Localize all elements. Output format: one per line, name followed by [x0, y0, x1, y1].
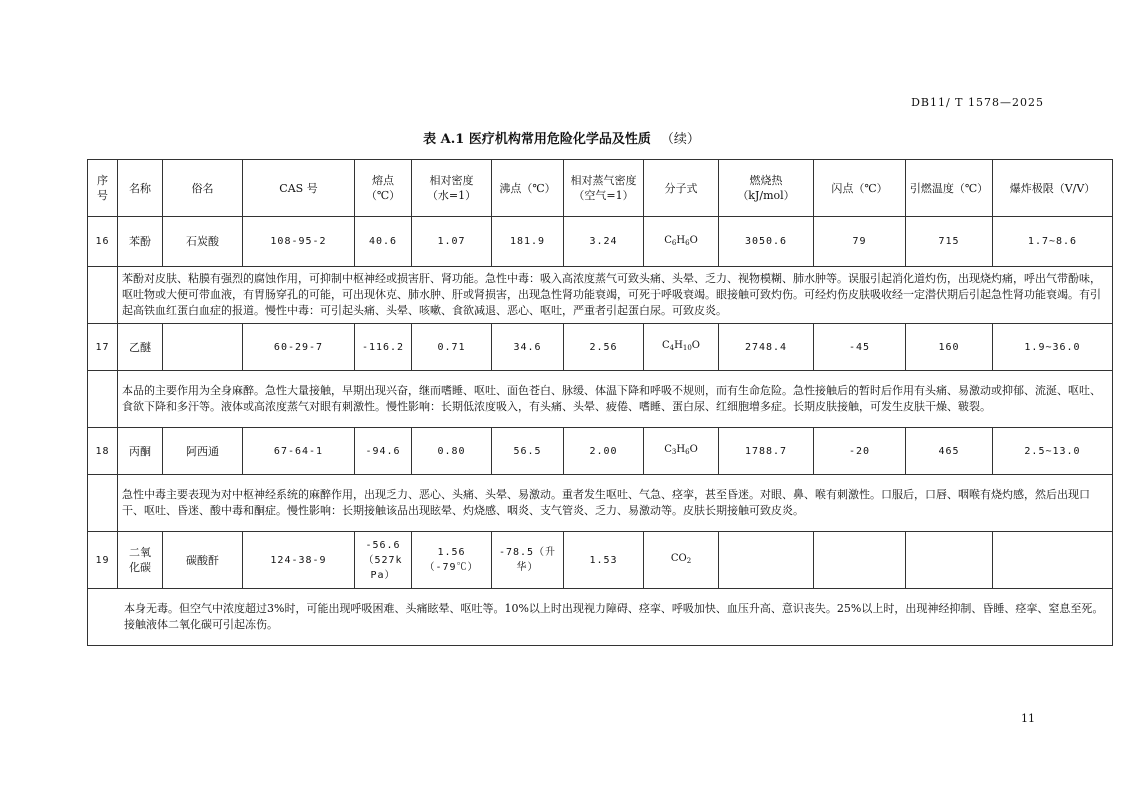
- table-title-main: 表 A.1 医疗机构常用危险化学品及性质: [423, 132, 651, 147]
- col-ignition-header: 引燃温度（℃）: [906, 160, 993, 217]
- cell-flash: -20: [814, 428, 906, 475]
- cell-formula: $CO_2$: [644, 532, 719, 589]
- cell-melting: -116.2: [355, 324, 412, 371]
- cell-melting: -94.6: [355, 428, 412, 475]
- cell-cas: 67-64-1: [243, 428, 355, 475]
- col-flash-header: 闪点（℃）: [814, 160, 906, 217]
- table-row: [88, 324, 1113, 371]
- col-formula-header: 分子式: [644, 160, 719, 217]
- cell-name: 乙醚: [118, 324, 163, 371]
- cell-cas: 124-38-9: [243, 532, 355, 589]
- cell-index: 17: [88, 324, 118, 371]
- col-heat-header: 燃烧热（kJ/mol）: [719, 160, 814, 217]
- description-row: [88, 475, 1113, 532]
- cell-formula: $C_6H_6O$: [644, 217, 719, 267]
- cell-density: 0.71: [412, 324, 492, 371]
- cell-melting: 40.6: [355, 217, 412, 267]
- cell-ignition: [906, 532, 993, 589]
- cell-boiling: -78.5（升华）: [492, 532, 564, 589]
- cell-vapor: 2.00: [564, 428, 644, 475]
- cell-explosion: [993, 532, 1113, 589]
- cell-density: 1.56（-79℃）: [412, 532, 492, 589]
- cell-name: 苯酚: [118, 217, 163, 267]
- cell-boiling: 181.9: [492, 217, 564, 267]
- col-melting-header: 熔点（℃）: [355, 160, 412, 217]
- cell-explosion: 1.7~8.6: [993, 217, 1113, 267]
- cell-explosion: 1.9~36.0: [993, 324, 1113, 371]
- cell-alias: [163, 324, 243, 371]
- standard-code: DB11/ T 1578—2025: [911, 96, 1044, 109]
- description-text: 本品的主要作用为全身麻醉。急性大量接触，早期出现兴奋，继而嗜睡、呕吐、面色苍白、脉缓、体温下降和呼吸不规则，而有生命危险。急性接触后的暂时后作用有头痛、易激动或抑郁、流涎、呕吐、食欲下降和多汗等。液体或高浓度蒸气对眼有刺激性。慢性影响：长期低浓度吸入，有头痛、头晕、疲倦、嗜睡、蛋白尿、红细胞增多症。长期皮肤接触，可发生皮肤干燥、皲裂。: [118, 371, 1113, 428]
- cell-vapor: 2.56: [564, 324, 644, 371]
- col-density-header: 相对密度（水=1）: [412, 160, 492, 217]
- col-alias-header: 俗名: [163, 160, 243, 217]
- page-number: 11: [1021, 712, 1035, 725]
- cell-index: 16: [88, 217, 118, 267]
- cell-heat: [719, 532, 814, 589]
- cell-alias: 碳酸酐: [163, 532, 243, 589]
- table-row: [88, 532, 1113, 589]
- col-name-header: 名称: [118, 160, 163, 217]
- cell-density: 0.80: [412, 428, 492, 475]
- cell-flash: 79: [814, 217, 906, 267]
- cell-flash: [814, 532, 906, 589]
- cell-ignition: 465: [906, 428, 993, 475]
- cell-density: 1.07: [412, 217, 492, 267]
- cell-explosion: 2.5~13.0: [993, 428, 1113, 475]
- description-row: [88, 589, 1113, 646]
- cell-ignition: 715: [906, 217, 993, 267]
- description-spacer: [88, 267, 118, 324]
- cell-vapor: 1.53: [564, 532, 644, 589]
- cell-flash: -45: [814, 324, 906, 371]
- col-vapor-header: 相对蒸气密度（空气=1）: [564, 160, 644, 217]
- cell-index: 19: [88, 532, 118, 589]
- col-explosion-header: 爆炸极限（V/V）: [993, 160, 1113, 217]
- cell-cas: 60-29-7: [243, 324, 355, 371]
- cell-melting: -56.6（527kPa）: [355, 532, 412, 589]
- cell-name: 二氧化碳: [118, 532, 163, 589]
- cell-formula: $C_4H_{10}O$: [644, 324, 719, 371]
- cell-cas: 108-95-2: [243, 217, 355, 267]
- col-cas-header: CAS 号: [243, 160, 355, 217]
- description-row: [88, 267, 1113, 324]
- description-text: 急性中毒主要表现为对中枢神经系统的麻醉作用，出现乏力、恶心、头痛、头晕、易激动。重者发生呕吐、气急、痉挛，甚至昏迷。对眼、鼻、喉有刺激性。口服后，口唇、咽喉有烧灼感，然后出现口干、呕吐、昏迷、酸中毒和酮症。慢性影响：长期接触该品出现眩晕、灼烧感、咽炎、支气管炎、乏力、易激动等。皮肤长期接触可致皮炎。: [118, 475, 1113, 532]
- cell-index: 18: [88, 428, 118, 475]
- cell-alias: 阿西通: [163, 428, 243, 475]
- cell-ignition: 160: [906, 324, 993, 371]
- chemicals-table: [87, 159, 1113, 646]
- table-header-row: [88, 160, 1113, 217]
- cell-boiling: 56.5: [492, 428, 564, 475]
- cell-name: 丙酮: [118, 428, 163, 475]
- description-spacer: [88, 475, 118, 532]
- table-row: [88, 217, 1113, 267]
- cell-alias: 石炭酸: [163, 217, 243, 267]
- description-text: 苯酚对皮肤、粘膜有强烈的腐蚀作用，可抑制中枢神经或损害肝、肾功能。急性中毒：吸入高浓度蒸气可致头痛、头晕、乏力、视物模糊、肺水肿等。误服引起消化道灼伤，出现烧灼痛，呼出气带酚味，呕吐物或大便可带血液，有胃肠穿孔的可能，可出现休克、肺水肿、肝或肾损害，出现急性肾功能衰竭，可死于呼吸衰竭。眼接触可致灼伤。可经灼伤皮肤吸收经一定潜伏期后引起急性肾功能衰竭。有引起高铁血红蛋白血症的报道。慢性中毒：可引起头痛、头晕、咳嗽、食欲减退、恶心、呕吐，严重者引起蛋白尿。可致皮炎。: [118, 267, 1113, 324]
- table-title: [0, 128, 1123, 147]
- cell-vapor: 3.24: [564, 217, 644, 267]
- table-row: [88, 428, 1113, 475]
- col-index-header: 序号: [88, 160, 118, 217]
- description-text: 本身无毒。但空气中浓度超过3%时，可能出现呼吸困难、头痛眩晕、呕吐等。10%以上时出现视力障碍、痉挛、呼吸加快、血压升高、意识丧失。25%以上时，出现神经抑制、昏睡、痉挛、窒息至死。接触液体二氧化碳可引起冻伤。: [88, 589, 1113, 646]
- description-spacer: [88, 371, 118, 428]
- cell-heat: 3050.6: [719, 217, 814, 267]
- cell-boiling: 34.6: [492, 324, 564, 371]
- cell-heat: 1788.7: [719, 428, 814, 475]
- cell-heat: 2748.4: [719, 324, 814, 371]
- col-boiling-header: 沸点（℃）: [492, 160, 564, 217]
- description-row: [88, 371, 1113, 428]
- table-title-continued: （续）: [660, 132, 700, 147]
- cell-formula: $C_3H_6O$: [644, 428, 719, 475]
